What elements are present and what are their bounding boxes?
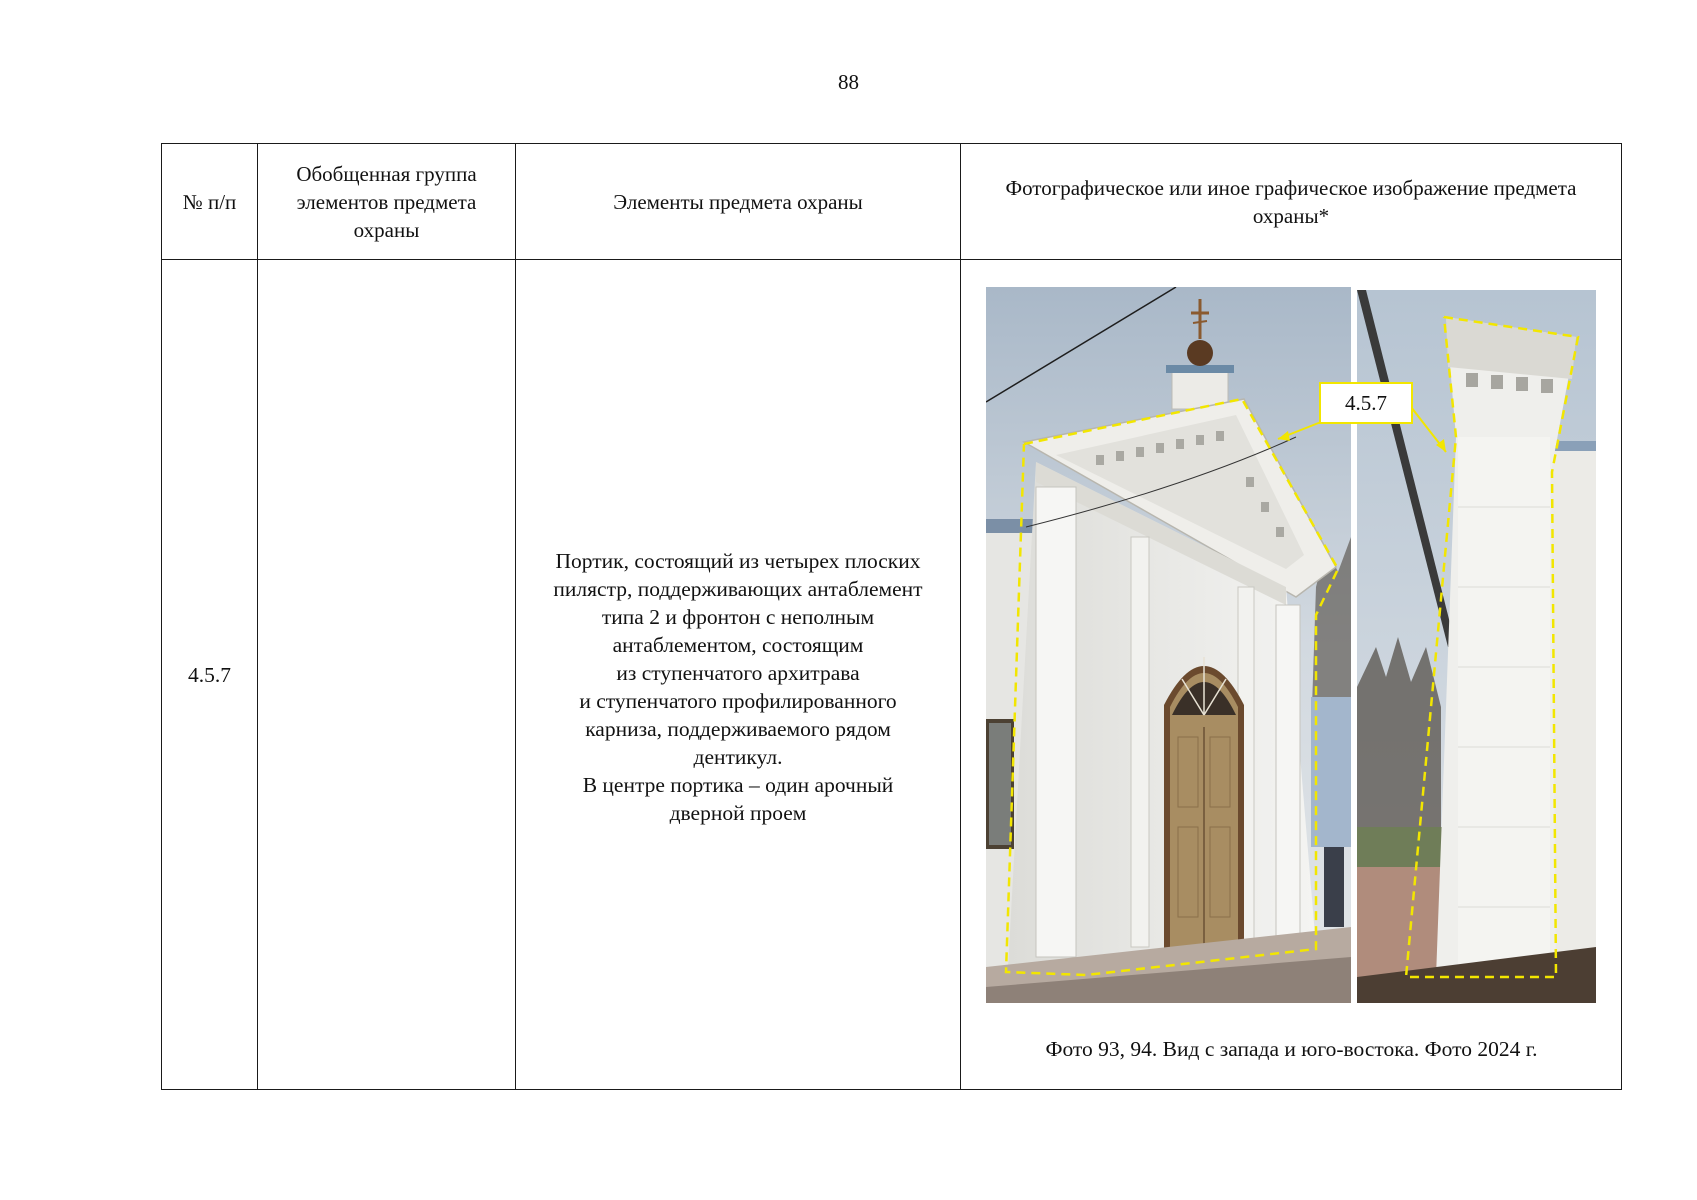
- table-header-row: [162, 144, 1622, 260]
- header-num: № п/п: [162, 144, 258, 260]
- row-group: [258, 260, 516, 1090]
- header-elements: Элементы предмета охраны: [516, 144, 961, 260]
- elements-description: Портик, состоящий из четырех плоских пилястр, поддерживающих антаблемент типа 2 и фронтон с неполным антаблементом, состоящим из ступенчатого архитрава и ступенчатого профилированного карниза, поддерживаемого рядом дентикул. В центре портика – один арочный дверной проем: [553, 548, 923, 825]
- row-photo: [961, 260, 1622, 1090]
- photo-label: 4.5.7: [1345, 391, 1387, 415]
- header-group: Обобщенная группа элементов предмета охраны: [258, 144, 516, 260]
- row-elements: [516, 260, 961, 1090]
- photo-composite: [986, 287, 1596, 1003]
- page-number: 88: [838, 70, 859, 94]
- protection-table: [161, 143, 1622, 1090]
- table-row: [162, 260, 1622, 1090]
- photo-93: [986, 287, 1351, 1003]
- photo-caption: Фото 93, 94. Вид с запада и юго-востока. Фото 2024 г.: [1045, 1037, 1538, 1061]
- header-photo: Фотографическое или иное графическое изображение предмета охраны*: [961, 144, 1622, 260]
- row-num: 4.5.7: [162, 260, 258, 1090]
